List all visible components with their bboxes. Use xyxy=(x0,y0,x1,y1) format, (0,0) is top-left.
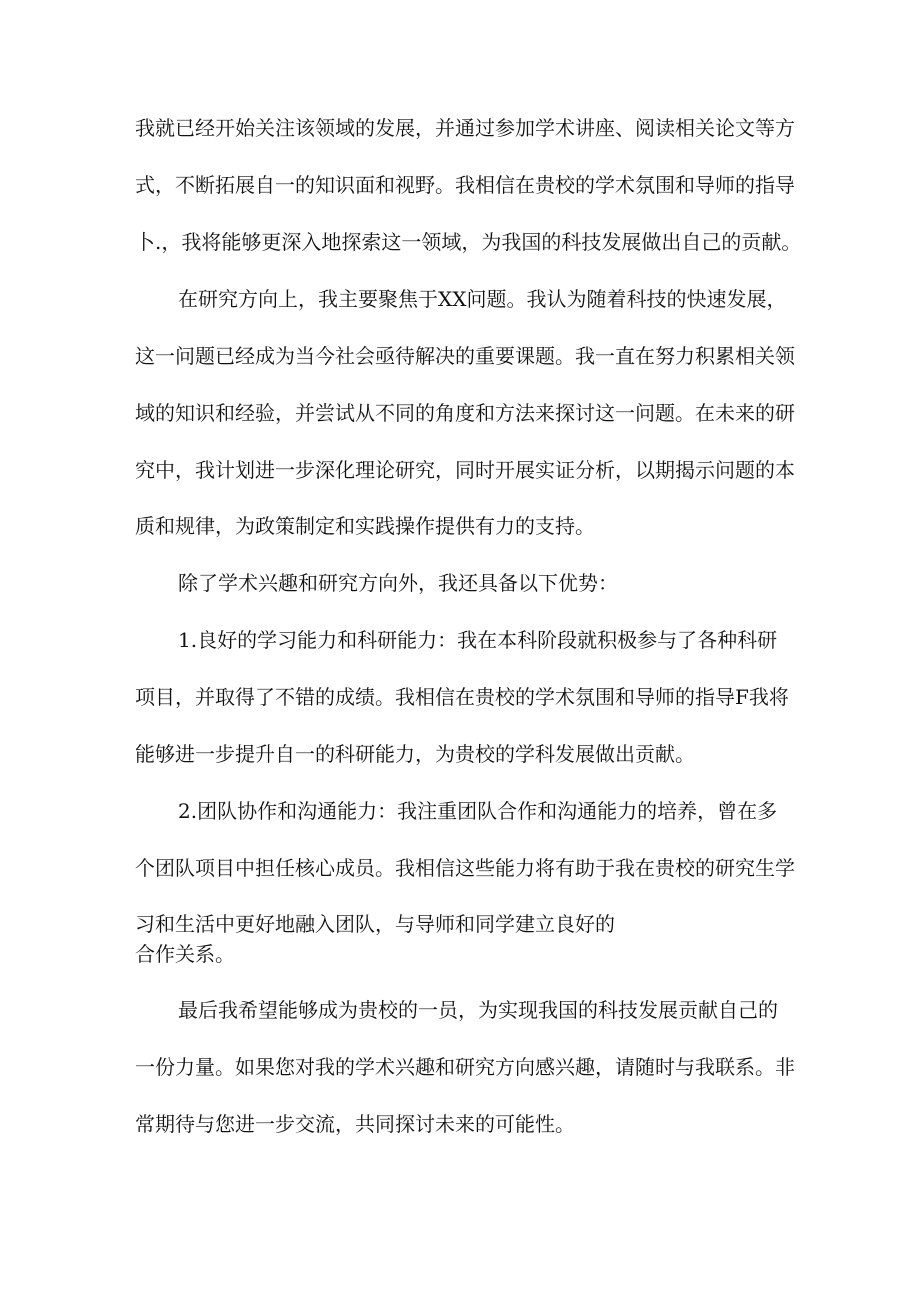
text-line: 项目，并取得了不错的成绩。我相信在贵校的学术氛围和导师的指导F我将 xyxy=(135,685,789,709)
text-line: 卜.，我将能够更深入地探索这一领域，为我国的科技发展做出自己的贡献。 xyxy=(135,230,802,254)
text-line: 习和生活中更好地融入团队，与导师和同学建立良好的 xyxy=(135,912,615,936)
text-line: 式，不断拓展自一的知识面和视野。我相信在贵校的学术氛围和导师的指导 xyxy=(135,173,795,197)
text-line: 能够进一步提升自一的科研能力，为贵校的学科发展做出贡献。 xyxy=(135,742,695,766)
text-line: 个团队项目中担任核心成员。我相信这些能力将有助于我在贵校的研究生学 xyxy=(135,856,795,880)
text-line: 这一问题已经成为当今社会亟待解决的重要课题。我一直在努力积累相关领 xyxy=(135,344,795,368)
text-line: 在研究方向上，我主要聚焦于XX问题。我认为随着科技的快速发展， xyxy=(178,287,787,311)
text-line: 常期待与您进一步交流，共同探讨未来的可能性。 xyxy=(135,1112,575,1136)
text-line: 我就已经开始关注该领域的发展，并通过参加学术讲座、阅读相关论文等方 xyxy=(135,116,795,140)
text-line: 1.良好的学习能力和科研能力：我在本科阶段就积极参与了各种科研 xyxy=(178,628,778,652)
text-line: 究中，我计划进一步深化理论研究，同时开展实证分析，以期揭示问题的本 xyxy=(135,458,795,482)
text-line: 2.团队协作和沟通能力：我注重团队合作和沟通能力的培养，曾在多 xyxy=(178,799,778,823)
text-line: 质和规律，为政策制定和实践操作提供有力的支持。 xyxy=(135,514,595,538)
text-line: 一份力量。如果您对我的学术兴趣和研究方向感兴趣，请随时与我联系。非 xyxy=(135,1055,795,1079)
text-line: 除了学术兴趣和研究方向外，我还具备以下优势： xyxy=(178,571,618,595)
text-line: 域的知识和经验，并尝试从不同的角度和方法来探讨这一问题。在未来的研 xyxy=(135,401,795,425)
text-line: 最后我希望能够成为贵校的一员，为实现我国的科技发展贡献自己的 xyxy=(178,998,778,1022)
text-line: 合作关系。 xyxy=(135,942,235,966)
